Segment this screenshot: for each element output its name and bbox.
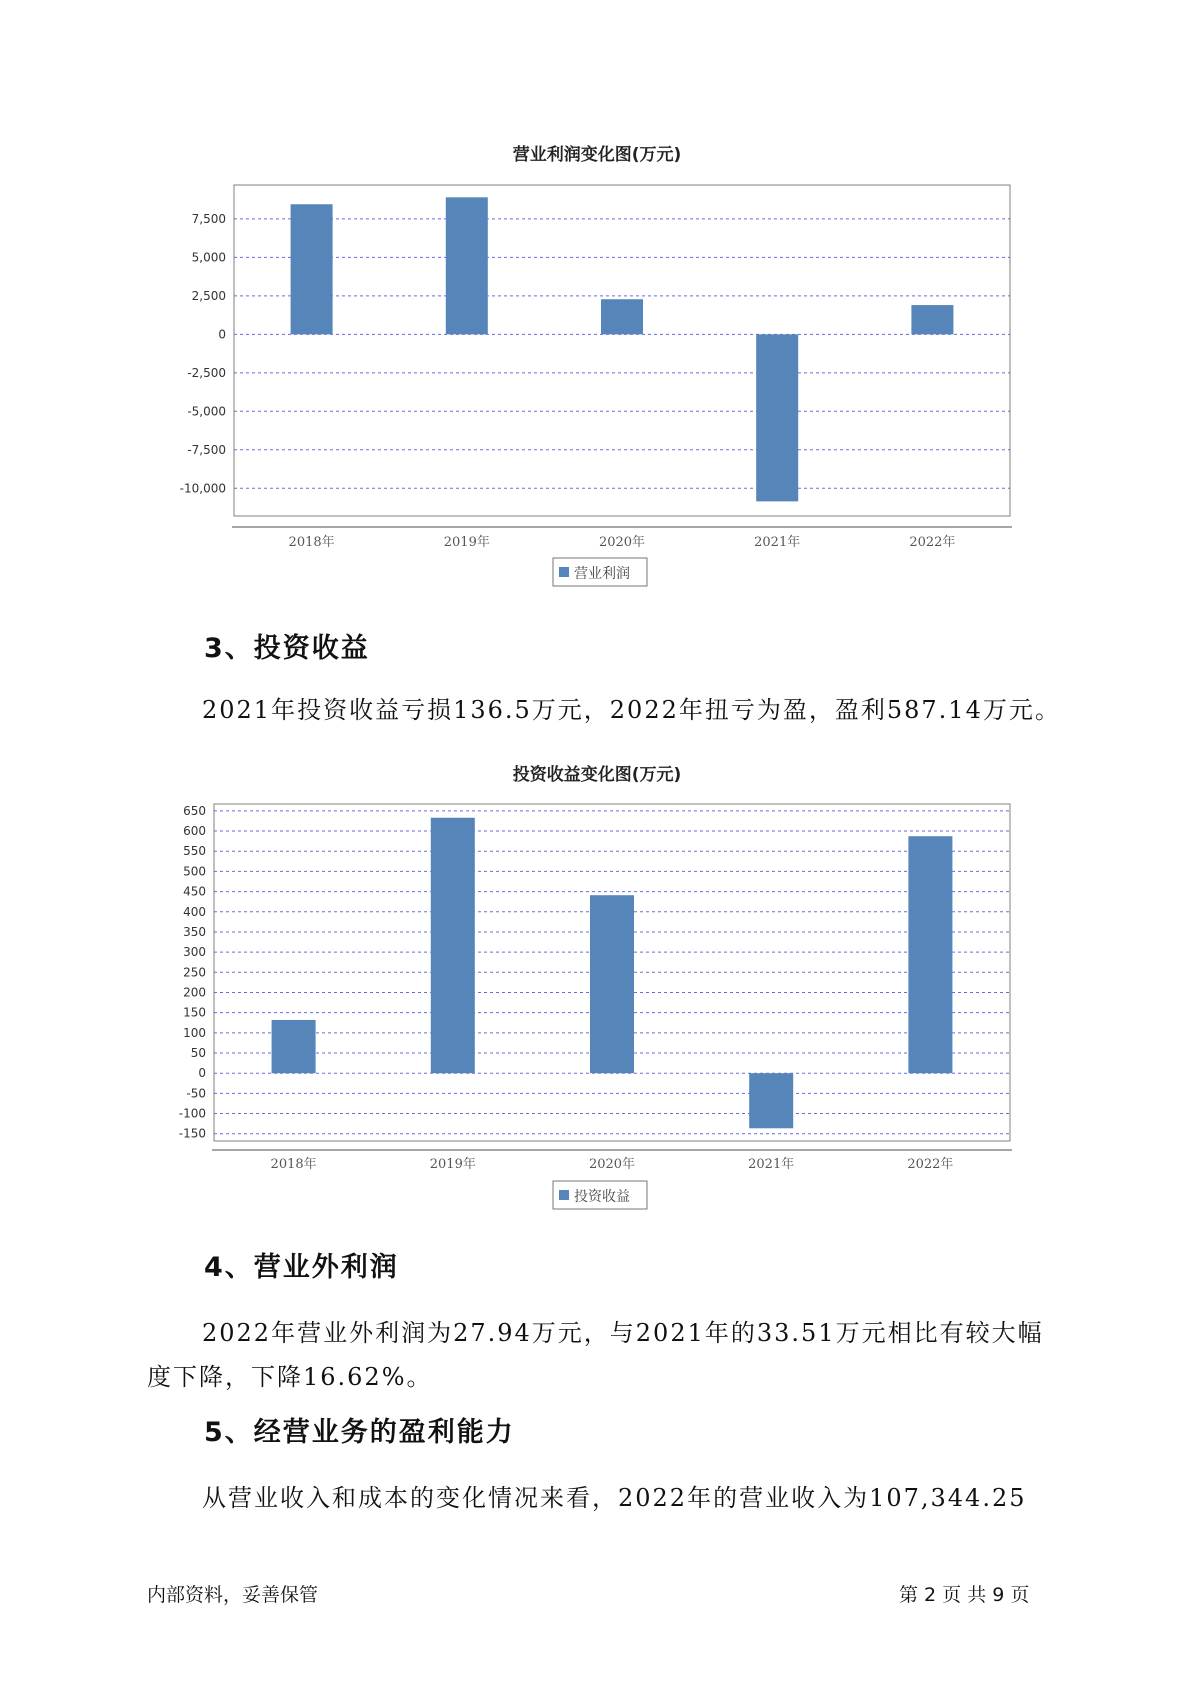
bar	[756, 334, 798, 501]
footer-confidential: 内部资料，妥善保管	[147, 1584, 319, 1606]
legend-swatch	[559, 1190, 569, 1200]
bar	[911, 305, 953, 334]
bar	[601, 299, 643, 334]
y-tick-label: -100	[178, 1106, 206, 1121]
bar	[749, 1073, 793, 1128]
bar	[446, 197, 488, 334]
y-tick-label: 7,500	[191, 211, 226, 226]
y-tick-label: 250	[183, 965, 206, 980]
x-category-label: 2022年	[907, 1157, 954, 1172]
x-category-label: 2018年	[288, 535, 335, 550]
legend	[553, 1181, 647, 1209]
paragraph-line: 2022年营业外利润为27.94万元，与2021年的33.51万元相比有较大幅	[202, 1319, 1044, 1347]
footer-page-number: 第 2 页 共 9 页	[899, 1584, 1030, 1606]
chart-title: 营业利润变化图(万元)	[512, 145, 682, 165]
y-tick-label: 600	[183, 824, 206, 839]
x-category-label: 2018年	[270, 1157, 317, 1172]
bar	[272, 1020, 316, 1073]
x-category-label: 2019年	[443, 535, 490, 550]
investment-income-chart	[179, 764, 1012, 1209]
chart-title: 投资收益变化图(万元)	[512, 765, 682, 785]
x-category-label: 2020年	[588, 1157, 636, 1172]
y-tick-label: 300	[183, 945, 206, 960]
y-tick-label: -7,500	[187, 442, 226, 457]
y-tick-label: 100	[183, 1025, 206, 1040]
bar	[291, 204, 333, 334]
bar	[431, 818, 475, 1073]
y-tick-label: 550	[183, 844, 206, 859]
y-tick-label: 500	[183, 864, 206, 879]
y-tick-label: -5,000	[187, 404, 226, 419]
paragraph-line: 度下降，下降16.62%。	[147, 1363, 433, 1391]
paragraph: 2021年投资收益亏损136.5万元，2022年扭亏为盈，盈利587.14万元。	[202, 696, 1061, 724]
y-tick-label: -10,000	[179, 481, 226, 496]
legend	[553, 558, 647, 586]
y-tick-label: 200	[183, 985, 206, 1000]
paragraph: 从营业收入和成本的变化情况来看，2022年的营业收入为107,344.25	[202, 1484, 1027, 1512]
plot-area	[234, 185, 1010, 516]
y-tick-label: 2,500	[191, 288, 226, 303]
section-heading: 3、投资收益	[204, 633, 370, 664]
section-heading: 5、经营业务的盈利能力	[204, 1417, 515, 1448]
x-category-label: 2022年	[909, 535, 956, 550]
x-category-label: 2019年	[429, 1157, 476, 1172]
legend-label: 营业利润	[574, 566, 630, 582]
y-tick-label: -2,500	[187, 365, 226, 380]
y-tick-label: -150	[178, 1126, 206, 1141]
legend-swatch	[559, 567, 569, 577]
y-tick-label: 50	[190, 1046, 206, 1061]
y-tick-label: 0	[218, 327, 226, 342]
x-category-label: 2020年	[598, 535, 646, 550]
y-tick-label: 350	[183, 924, 206, 939]
operating-profit-chart	[180, 144, 1012, 586]
y-tick-label: 450	[183, 884, 206, 899]
y-tick-label: 150	[183, 1005, 206, 1020]
legend-label: 投资收益	[574, 1189, 630, 1205]
y-tick-label: 400	[183, 904, 206, 919]
y-tick-label: 5,000	[191, 250, 226, 265]
x-category-label: 2021年	[754, 535, 801, 550]
y-tick-label: 0	[198, 1066, 206, 1081]
bar	[590, 895, 634, 1073]
section-heading: 4、营业外利润	[204, 1252, 399, 1283]
bar	[908, 836, 952, 1073]
y-tick-label: -50	[186, 1086, 206, 1101]
x-category-label: 2021年	[748, 1157, 795, 1172]
y-tick-label: 650	[183, 803, 206, 818]
